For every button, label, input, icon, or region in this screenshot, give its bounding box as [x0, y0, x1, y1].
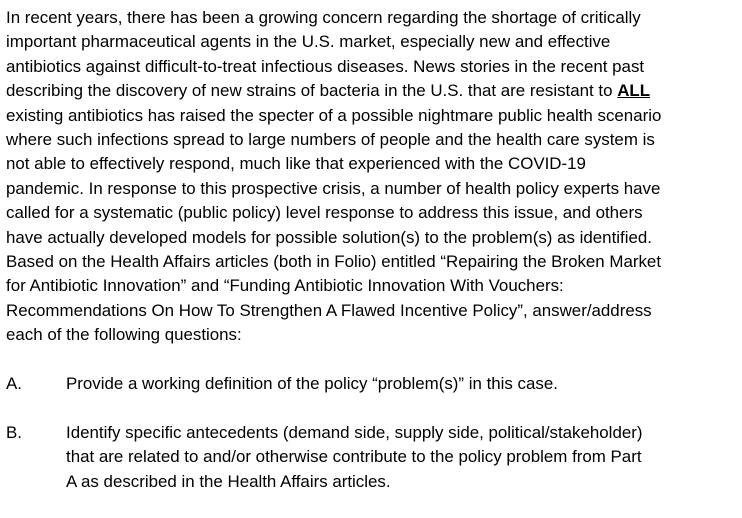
text-line: each of the following questions: — [6, 325, 242, 345]
text-line: A as described in the Health Affairs articles. — [66, 471, 391, 491]
question-item-a — [6, 372, 738, 396]
question-item-b — [6, 421, 738, 494]
text-line: Based on the Health Affairs articles (both in Folio) entitled “Repairing the Broken Market — [6, 252, 662, 272]
question-label: A. — [6, 374, 22, 394]
question-text — [66, 372, 558, 396]
text-line-with-emphasis — [6, 79, 738, 103]
text-line: called for a systematic (public policy) level response to address this issue, and others — [6, 203, 643, 223]
text-line: Recommendations On How To Strengthen A Flawed Incentive Policy”, answer/address — [6, 300, 652, 320]
text-line: where such infections spread to large numbers of people and the health care system is — [6, 130, 655, 150]
text-line: Identify specific antecedents (demand side, supply side, political/stakeholder) — [66, 422, 643, 442]
text-line: existing antibiotics has raised the specter of a possible nightmare public health scenario — [6, 105, 662, 125]
text-line: pandemic. In response to this prospective crisis, a number of health policy experts have — [6, 178, 661, 198]
question-text — [66, 421, 642, 494]
text-line: that are related to and/or otherwise contribute to the policy problem from Part — [66, 447, 642, 467]
document-body — [6, 6, 738, 518]
text-line: for Antibiotic Innovation” and “Funding Antibiotic Innovation With Vouchers: — [6, 276, 564, 296]
question-list — [6, 372, 738, 494]
text-line: have actually developed models for possible solution(s) to the problem(s) as identified. — [6, 227, 652, 247]
question-label: B. — [6, 422, 22, 442]
emphasized-word: ALL — [617, 81, 651, 101]
text-segment: describing the discovery of new strains of bacteria in the U.S. that are resistant to — [6, 81, 618, 101]
text-line: important pharmaceutical agents in the U.S. market, especially new and effective — [6, 32, 611, 52]
intro-paragraph — [6, 6, 738, 348]
text-line: not able to effectively respond, much like that experienced with the COVID-19 — [6, 154, 586, 174]
text-line: Provide a working definition of the policy “problem(s)” in this case. — [66, 374, 558, 394]
text-line: In recent years, there has been a growing concern regarding the shortage of critically — [6, 8, 641, 27]
text-line: antibiotics against difficult-to-treat infectious diseases. News stories in the recent past — [6, 56, 645, 76]
